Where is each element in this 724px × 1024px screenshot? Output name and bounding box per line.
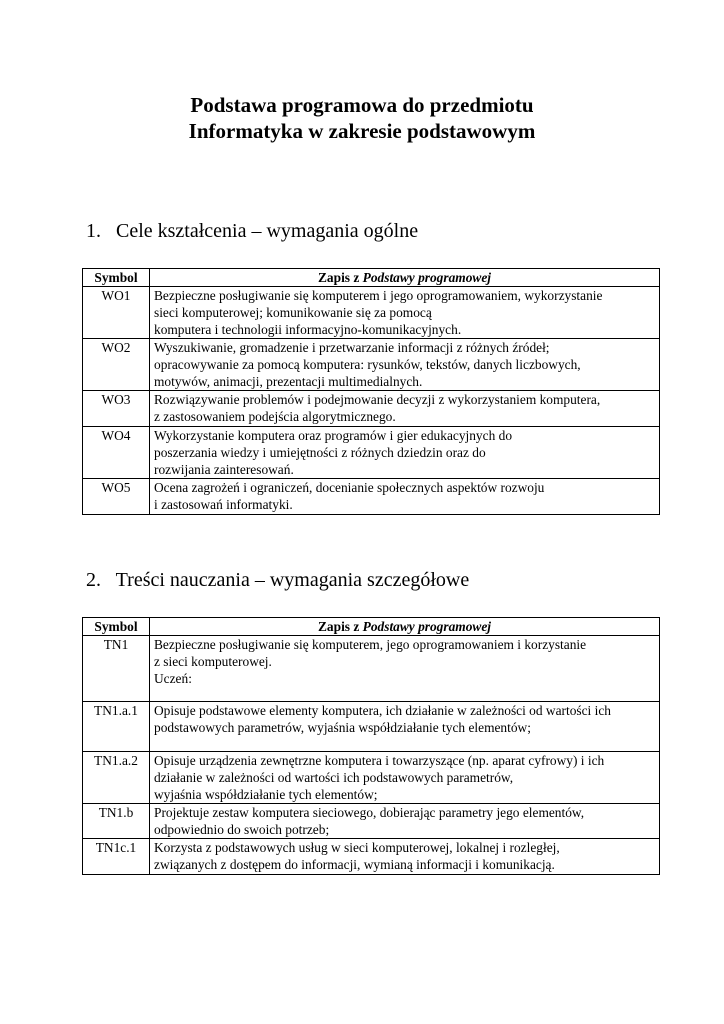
table-row xyxy=(83,287,660,339)
row-text-line: Uczeń: xyxy=(154,671,192,686)
row-symbol: WO1 xyxy=(83,287,150,339)
row-symbol: TN1c.1 xyxy=(83,839,150,875)
column-header-symbol: Symbol xyxy=(83,269,150,287)
column-header-record xyxy=(150,269,660,287)
detailed-requirements-table xyxy=(82,617,660,875)
section-1-title: Cele kształcenia – wymagania ogólne xyxy=(116,220,419,242)
row-text-line: Ocena zagrożeń i ograniczeń, docenianie społecznych aspektów rozwoju xyxy=(154,480,545,495)
row-text-line: z zastosowaniem podejścia algorytmicznego. xyxy=(154,409,396,424)
row-text-line: związanych z dostępem do informacji, wymianą informacji i komunikacją. xyxy=(154,857,555,872)
section-2-title: Treści nauczania – wymagania szczegółowe xyxy=(115,569,470,591)
general-requirements-table xyxy=(82,268,660,515)
row-symbol: WO4 xyxy=(83,427,150,479)
column-header-record-italic: Podstawy programowej xyxy=(362,270,491,285)
row-description xyxy=(150,702,660,752)
section-1-number: 1. xyxy=(86,220,101,242)
row-text-line: odpowiednio do swoich potrzeb; xyxy=(154,822,330,837)
row-text-line: poszerzania wiedzy i umiejętności z różnych dziedzin oraz do xyxy=(154,445,486,460)
table-row xyxy=(83,479,660,515)
section-1-heading xyxy=(86,219,418,243)
column-header-record-italic: Podstawy programowej xyxy=(362,619,491,634)
row-text-line: Projektuje zestaw komputera sieciowego, dobierając parametry jego elementów, xyxy=(154,805,585,820)
table-row xyxy=(83,839,660,875)
row-symbol: TN1.a.1 xyxy=(83,702,150,752)
row-symbol: TN1.a.2 xyxy=(83,752,150,804)
row-text-line: komputera i technologii informacyjno-komunikacyjnych. xyxy=(154,322,462,337)
row-text-line: wyjaśnia współdziałanie tych elementów; xyxy=(154,787,378,802)
table-row xyxy=(83,752,660,804)
row-text-line: Wyszukiwanie, gromadzenie i przetwarzanie informacji z różnych źródeł; xyxy=(154,340,550,355)
row-text-line: Opisuje urządzenia zewnętrzne komputera i towarzyszące (np. aparat cyfrowy) i ich xyxy=(154,753,605,768)
table-row xyxy=(83,702,660,752)
row-text-line: podstawowych parametrów, wyjaśnia współdziałanie tych elementów; xyxy=(154,720,531,735)
table-header-row xyxy=(83,269,660,287)
row-symbol: TN1.b xyxy=(83,804,150,839)
row-description xyxy=(150,636,660,702)
row-symbol: WO2 xyxy=(83,339,150,391)
row-description xyxy=(150,479,660,515)
column-header-record-prefix: Zapis z xyxy=(318,619,363,634)
row-text-line: i zastosowań informatyki. xyxy=(154,497,293,512)
row-symbol: WO3 xyxy=(83,391,150,427)
table-row xyxy=(83,391,660,427)
row-text-line: Rozwiązywanie problemów i podejmowanie decyzji z wykorzystaniem komputera, xyxy=(154,392,601,407)
row-text-line: z sieci komputerowej. xyxy=(154,654,272,669)
document-title-line-1: Podstawa programowa do przedmiotu xyxy=(190,93,534,117)
row-text-line: motywów, animacji, prezentacji multimedialnych. xyxy=(154,374,423,389)
row-text-line: Wykorzystanie komputera oraz programów i gier edukacyjnych do xyxy=(154,428,513,443)
document-title-line-2: Informatyka w zakresie podstawowym xyxy=(188,119,536,143)
table-row xyxy=(83,804,660,839)
row-description xyxy=(150,752,660,804)
row-description xyxy=(150,391,660,427)
row-text-line: rozwijania zainteresowań. xyxy=(154,462,294,477)
row-description xyxy=(150,839,660,875)
row-text-line: Bezpieczne posługiwanie się komputerem i jego oprogramowaniem, wykorzystanie xyxy=(154,288,603,303)
column-header-symbol: Symbol xyxy=(83,618,150,636)
row-text-line: opracowywanie za pomocą komputera: rysunków, tekstów, danych liczbowych, xyxy=(154,357,581,372)
row-text-line: Korzysta z podstawowych usług w sieci komputerowej, lokalnej i rozległej, xyxy=(154,840,560,855)
section-2-number: 2. xyxy=(86,569,101,591)
row-description xyxy=(150,287,660,339)
section-2-heading xyxy=(86,568,469,592)
row-symbol: WO5 xyxy=(83,479,150,515)
column-header-record xyxy=(150,618,660,636)
row-description xyxy=(150,804,660,839)
row-description xyxy=(150,339,660,391)
row-text-line: Opisuje podstawowe elementy komputera, ich działanie w zależności od wartości ich xyxy=(154,703,611,718)
row-symbol: TN1 xyxy=(83,636,150,702)
table-row xyxy=(83,636,660,702)
row-text-line: działanie w zależności od wartości ich podstawowych parametrów, xyxy=(154,770,514,785)
table-header-row xyxy=(83,618,660,636)
row-text-line: sieci komputerowej; komunikowanie się za pomocą xyxy=(154,305,432,320)
table-row xyxy=(83,427,660,479)
row-text-line: Bezpieczne posługiwanie się komputerem, jego oprogramowaniem i korzystanie xyxy=(154,637,587,652)
column-header-record-prefix: Zapis z xyxy=(318,270,363,285)
row-description xyxy=(150,427,660,479)
table-row xyxy=(83,339,660,391)
